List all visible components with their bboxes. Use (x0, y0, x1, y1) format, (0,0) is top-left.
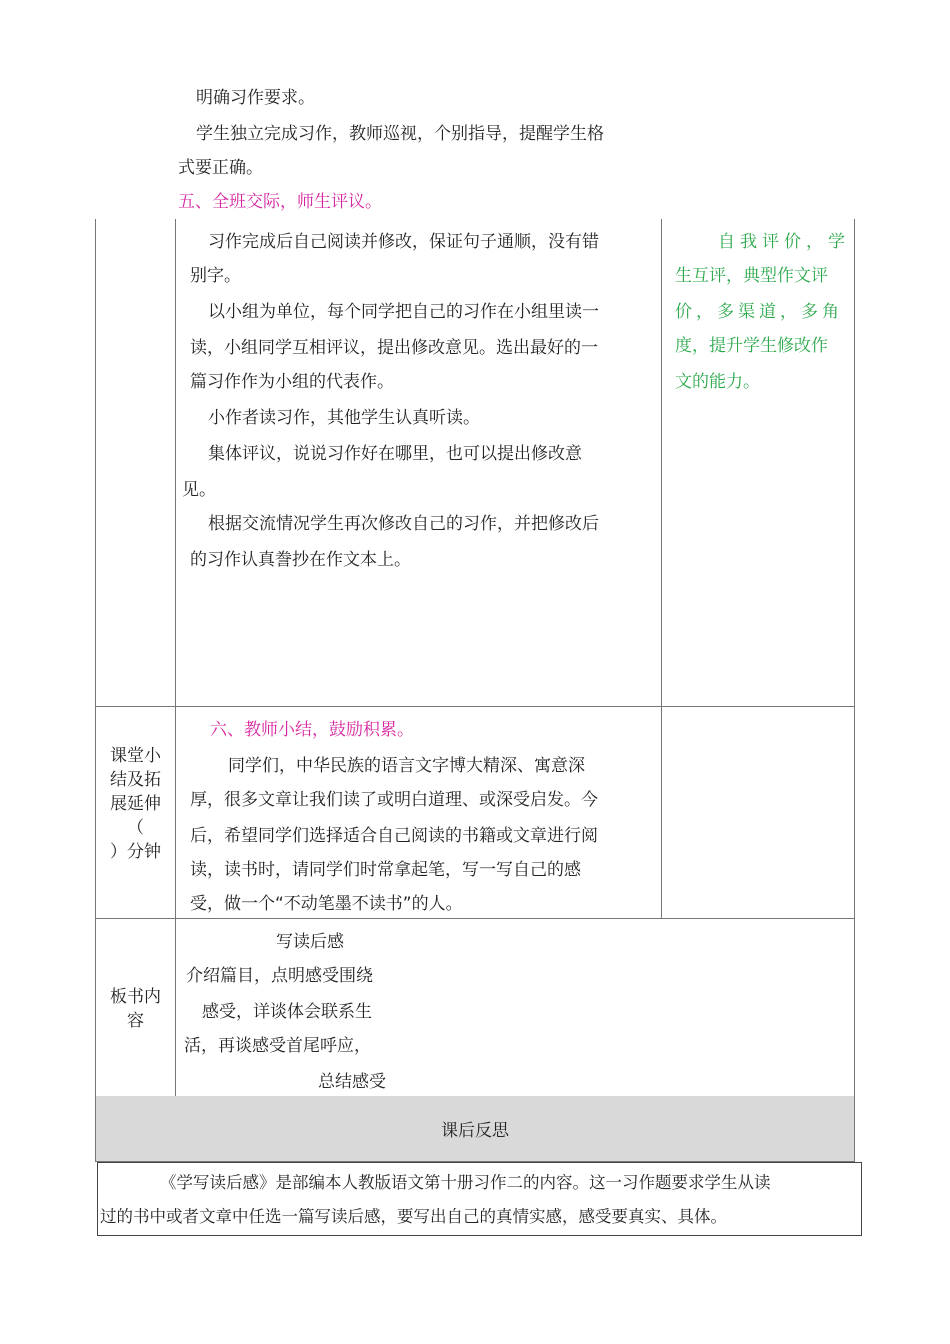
reflection-header (95, 1096, 855, 1162)
top-line-3: 式要正确。 (178, 158, 263, 178)
note-line: 价，多渠道，多角 (675, 302, 843, 322)
section5-line: 习作完成后自己阅读并修改，保证句子通顺，没有错 (208, 232, 599, 252)
section6-line: 读，读书时，请同学们时常拿起笔，写一写自己的感 (190, 860, 581, 880)
top-line-1: 明确习作要求。 (196, 88, 315, 108)
board-line: 活，再谈感受首尾呼应， (184, 1036, 371, 1056)
summary-label: 课堂小 结及拓 展延伸 （ ）分钟 (110, 746, 161, 862)
note-line: 自我评价，学 (718, 232, 850, 252)
board-label: 板书内 容 (110, 987, 161, 1031)
reflection-title: 课后反思 (441, 1121, 509, 1141)
board-line: 感受，详谈体会联系生 (202, 1002, 372, 1022)
section6-heading: 六、教师小结，鼓励积累。 (210, 720, 414, 740)
section5-line: 篇习作作为小组的代表作。 (190, 372, 394, 392)
note-line: 生互评，典型作文评 (675, 266, 828, 286)
board-line: 写读后感 (276, 932, 344, 952)
board-line: 介绍篇目，点明感受围绕 (186, 966, 373, 986)
note-line: 文的能力。 (675, 372, 760, 392)
section5-line: 根据交流情况学生再次修改自己的习作，并把修改后 (208, 514, 599, 534)
section5-line: 见。 (182, 480, 216, 500)
board-line: 总结感受 (318, 1072, 386, 1092)
section5-line: 集体评议，说说习作好在哪里，也可以提出修改意 (208, 444, 582, 464)
section6-line: 受，做一个“不动笔墨不读书”的人。 (190, 894, 463, 914)
section6-line: 同学们，中华民族的语言文字博大精深、寓意深 (228, 756, 585, 776)
section5-heading: 五、全班交际，师生评议。 (178, 192, 382, 212)
reflection-line: 《学写读后感》是部编本人教版语文第十册习作二的内容。这一习作题要求学生从读 (160, 1173, 771, 1192)
reflection-line: 过的书中或者文章中任选一篇写读后感，要写出自己的真情实感，感受要真实、具体。 (100, 1207, 727, 1226)
section6-line: 后，希望同学们选择适合自己阅读的书籍或文章进行阅 (190, 826, 598, 846)
top-line-2: 学生独立完成习作，教师巡视，个别指导，提醒学生格 (196, 124, 604, 144)
section5-line: 的习作认真誊抄在作文本上。 (190, 550, 411, 570)
note-line: 度，提升学生修改作 (675, 336, 828, 356)
section5-line: 读，小组同学互相评议，提出修改意见。选出最好的一 (190, 338, 598, 358)
section5-line: 别字。 (190, 266, 241, 286)
section5-line: 小作者读习作，其他学生认真听读。 (208, 408, 480, 428)
section5-line: 以小组为单位，每个同学把自己的习作在小组里读一 (208, 302, 599, 322)
section6-line: 厚，很多文章让我们读了或明白道理、或深受启发。今 (190, 790, 598, 810)
reflection-box (97, 1162, 862, 1236)
